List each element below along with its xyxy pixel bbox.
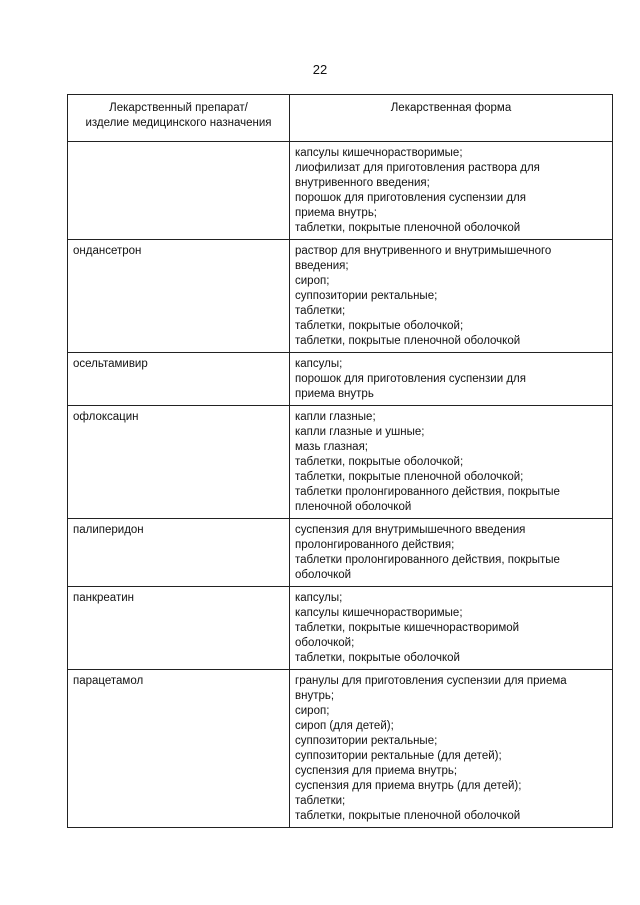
table-row <box>68 587 613 670</box>
dosage-form: суппозитории ректальные; <box>295 735 438 747</box>
drug-name: ондансетрон <box>68 240 290 353</box>
dosage-form: таблетки, покрытые пленочной оболочкой <box>295 222 521 234</box>
dosage-form: таблетки; <box>295 305 346 317</box>
dosage-form: лиофилизат для приготовления раствора для внутривенного введения; <box>295 162 540 189</box>
drug-name: панкреатин <box>68 587 290 670</box>
dosage-form: таблетки, покрытые пленочной оболочкой <box>295 810 521 822</box>
dosage-form: сироп (для детей); <box>295 720 394 732</box>
table-row <box>68 142 613 240</box>
dosage-form: порошок для приготовления суспензии для приема внутрь <box>295 373 526 400</box>
page-number: 22 <box>312 62 328 77</box>
dosage-form: капли глазные; <box>295 411 376 423</box>
dosage-form: суппозитории ректальные (для детей); <box>295 750 502 762</box>
table-row <box>68 353 613 406</box>
dosage-form: сироп; <box>295 275 330 287</box>
dosage-form: капсулы; <box>295 358 343 370</box>
table-row <box>68 670 613 828</box>
dosage-form: суспензия для приема внутрь; <box>295 765 458 777</box>
drug-forms <box>290 240 613 353</box>
dosage-form: таблетки, покрытые пленочной оболочкой <box>295 335 521 347</box>
drug-name: палиперидон <box>68 519 290 587</box>
dosage-form: таблетки, покрытые кишечнорастворимой оболочкой; <box>295 622 520 649</box>
dosage-form: суспензия для приема внутрь (для детей); <box>295 780 522 792</box>
header-drug: Лекарственный препарат/ изделие медицинского назначения <box>68 95 290 142</box>
dosage-form: капсулы; <box>295 592 343 604</box>
drug-name: осельтамивир <box>68 353 290 406</box>
dosage-form: таблетки пролонгированного действия, покрытые оболочкой <box>295 554 560 581</box>
drug-forms-table <box>67 94 613 828</box>
dosage-form: таблетки, покрытые пленочной оболочкой; <box>295 471 524 483</box>
dosage-form: суспензия для внутримышечного введения пролонгированного действия; <box>295 524 526 551</box>
dosage-form: таблетки, покрытые оболочкой; <box>295 320 464 332</box>
drug-name <box>68 142 290 240</box>
dosage-form: мазь глазная; <box>295 441 368 453</box>
dosage-form: сироп; <box>295 705 330 717</box>
table-row <box>68 406 613 519</box>
dosage-form: таблетки; <box>295 795 346 807</box>
dosage-form: таблетки, покрытые оболочкой; <box>295 456 464 468</box>
dosage-form: суппозитории ректальные; <box>295 290 438 302</box>
drug-name: парацетамол <box>68 670 290 828</box>
table-header-row <box>68 95 613 142</box>
dosage-form: капсулы кишечнорастворимые; <box>295 607 463 619</box>
dosage-form: таблетки, покрытые оболочкой <box>295 652 460 664</box>
dosage-form: капли глазные и ушные; <box>295 426 425 438</box>
drug-forms <box>290 519 613 587</box>
table-row <box>68 240 613 353</box>
dosage-form: гранулы для приготовления суспензии для приема внутрь; <box>295 675 567 702</box>
dosage-form: порошок для приготовления суспензии для приема внутрь; <box>295 192 526 219</box>
drug-name: офлоксацин <box>68 406 290 519</box>
drug-forms <box>290 406 613 519</box>
header-form: Лекарственная форма <box>290 95 613 142</box>
drug-forms <box>290 142 613 240</box>
dosage-form: капсулы кишечнорастворимые; <box>295 147 463 159</box>
dosage-form: раствор для внутривенного и внутримышечного введения; <box>295 245 552 272</box>
drug-forms <box>290 670 613 828</box>
drug-forms <box>290 353 613 406</box>
dosage-form: таблетки пролонгированного действия, покрытые пленочной оболочкой <box>295 486 560 513</box>
table-row <box>68 519 613 587</box>
drug-forms <box>290 587 613 670</box>
